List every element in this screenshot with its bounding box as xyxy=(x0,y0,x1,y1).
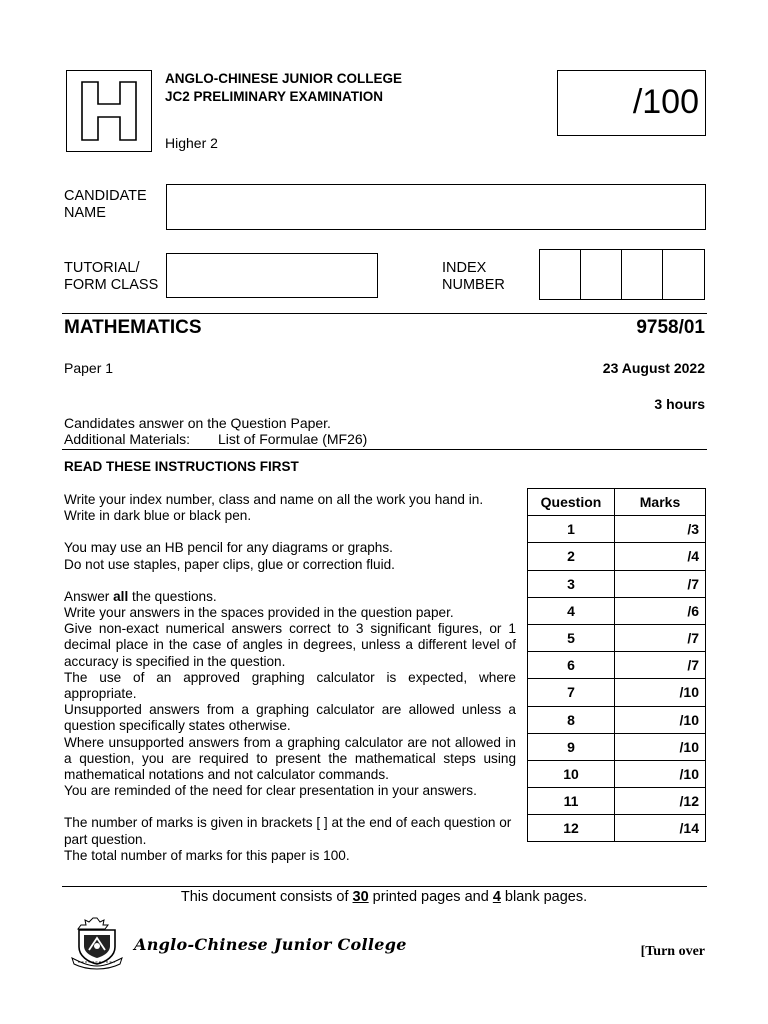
subject-top-rule xyxy=(62,313,707,314)
instruction-text: the questions. xyxy=(128,588,217,604)
table-row xyxy=(528,516,706,543)
form-class-label xyxy=(64,260,158,294)
table-row xyxy=(528,706,706,733)
instruction-line xyxy=(64,589,516,605)
marks-table-header xyxy=(528,489,706,516)
question-number: 9 xyxy=(528,733,615,760)
question-number: 11 xyxy=(528,788,615,815)
question-marks: /10 xyxy=(615,706,706,733)
question-number: 2 xyxy=(528,543,615,570)
question-marks: /3 xyxy=(615,516,706,543)
candidate-label-line1: CANDIDATE xyxy=(64,188,147,204)
page-count-note xyxy=(0,889,768,905)
table-row xyxy=(528,815,706,842)
instructions-top-rule xyxy=(62,449,707,450)
question-marks: /12 xyxy=(615,788,706,815)
turn-over-note: [Turn over xyxy=(640,944,705,959)
question-marks: /7 xyxy=(615,570,706,597)
instruction-emphasis: all xyxy=(113,588,129,604)
table-row xyxy=(528,570,706,597)
index-number-label xyxy=(442,260,505,294)
materials-label: Additional Materials: xyxy=(64,431,191,447)
question-marks: /10 xyxy=(615,760,706,787)
form-class-label-line1: TUTORIAL/ xyxy=(64,260,140,276)
question-number: 3 xyxy=(528,570,615,597)
question-number: 8 xyxy=(528,706,615,733)
answer-on-paper-note: Candidates answer on the Question Paper. xyxy=(64,415,331,431)
question-number: 4 xyxy=(528,597,615,624)
index-number-boxes xyxy=(539,249,706,300)
h-logo-box xyxy=(66,70,152,152)
instruction-line: Where unsupported answers from a graphing calculator are not allowed in a question, you are required to present the mathematical steps using mathematical notations and not calculator commands. xyxy=(64,734,516,783)
index-digit-box-2[interactable] xyxy=(580,249,622,300)
question-number: 12 xyxy=(528,815,615,842)
footer-rule xyxy=(62,886,707,887)
additional-materials xyxy=(64,431,367,447)
table-row xyxy=(528,652,706,679)
school-title xyxy=(165,70,402,106)
question-column-header: Question xyxy=(528,489,615,516)
table-row xyxy=(528,597,706,624)
instruction-line: The use of an approved graphing calculator is expected, where appropriate. xyxy=(64,669,516,702)
question-marks: /10 xyxy=(615,733,706,760)
instruction-line: Give non-exact numerical answers correct to 3 significant figures, or 1 decimal place in the case of angles in degrees, unless a different level of accuracy is specified in the question. xyxy=(64,621,516,669)
instruction-line: The number of marks is given in brackets [ ] at the end of each question or part question. xyxy=(64,815,512,847)
materials-value: List of Formulae (MF26) xyxy=(217,431,368,447)
table-row xyxy=(528,679,706,706)
table-row xyxy=(528,624,706,651)
paper-number: Paper 1 xyxy=(64,360,114,376)
instruction-line: Write in dark blue or black pen. xyxy=(64,508,252,524)
instruction-line: Write your answers in the spaces provided in the question paper. xyxy=(64,605,454,621)
total-marks-box: /100 xyxy=(557,70,706,136)
table-row xyxy=(528,543,706,570)
page-count-text: printed pages and xyxy=(368,889,493,905)
college-script-name: Anglo-Chinese Junior College xyxy=(134,935,407,954)
instruction-line: Unsupported answers from a graphing calculator are allowed unless a question specifically states otherwise. xyxy=(64,702,516,734)
printed-pages-count: 30 xyxy=(352,889,369,905)
page-count-text: blank pages. xyxy=(500,889,588,905)
question-marks: /6 xyxy=(615,597,706,624)
candidate-name-label xyxy=(64,188,147,222)
table-row xyxy=(528,733,706,760)
instructions-heading: READ THESE INSTRUCTIONS FIRST xyxy=(64,459,299,474)
marks-table xyxy=(527,488,706,842)
exam-duration: 3 hours xyxy=(654,396,705,412)
question-marks: /7 xyxy=(615,652,706,679)
instruction-text: Answer xyxy=(64,588,114,604)
exam-name: JC2 PRELIMINARY EXAMINATION xyxy=(165,89,384,104)
index-digit-box-4[interactable] xyxy=(662,249,705,300)
candidate-name-field[interactable] xyxy=(166,184,706,230)
question-number: 6 xyxy=(528,652,615,679)
instruction-line: Do not use staples, paper clips, glue or correction fluid. xyxy=(64,556,395,572)
page-count-text: This document consists of xyxy=(180,889,353,905)
index-label-line2: NUMBER xyxy=(442,277,505,293)
exam-date: 23 August 2022 xyxy=(602,360,705,376)
question-marks: /4 xyxy=(615,543,706,570)
school-name: ANGLO-CHINESE JUNIOR COLLEGE xyxy=(165,71,403,86)
index-label-line1: INDEX xyxy=(442,260,487,276)
instruction-line: You are reminded of the need for clear presentation in your answers. xyxy=(64,783,477,799)
instruction-line: Write your index number, class and name on all the work you hand in. xyxy=(64,492,484,507)
question-marks: /7 xyxy=(615,624,706,651)
question-number: 5 xyxy=(528,624,615,651)
blank-pages-count: 4 xyxy=(492,889,501,905)
college-crest-icon xyxy=(70,914,124,970)
question-number: 7 xyxy=(528,679,615,706)
question-number: 1 xyxy=(528,516,615,543)
syllabus-code: 9758/01 xyxy=(636,317,705,338)
question-marks: /14 xyxy=(615,815,706,842)
form-class-field[interactable] xyxy=(166,253,378,298)
candidate-label-line2: NAME xyxy=(64,205,106,221)
level-label: Higher 2 xyxy=(165,135,218,151)
subject-title: MATHEMATICS xyxy=(64,317,202,338)
form-class-label-line2: FORM CLASS xyxy=(64,277,159,293)
h-logo-icon xyxy=(67,71,151,151)
index-digit-box-1[interactable] xyxy=(539,249,581,300)
instruction-line: The total number of marks for this paper is 100. xyxy=(64,847,350,863)
index-digit-box-3[interactable] xyxy=(621,249,663,300)
marks-column-header: Marks xyxy=(615,489,706,516)
instructions-body xyxy=(64,492,516,864)
question-number: 10 xyxy=(528,760,615,787)
instruction-line: You may use an HB pencil for any diagrams or graphs. xyxy=(64,540,393,556)
h-logo-letter xyxy=(67,151,68,152)
table-row xyxy=(528,760,706,787)
table-row xyxy=(528,788,706,815)
question-marks: /10 xyxy=(615,679,706,706)
